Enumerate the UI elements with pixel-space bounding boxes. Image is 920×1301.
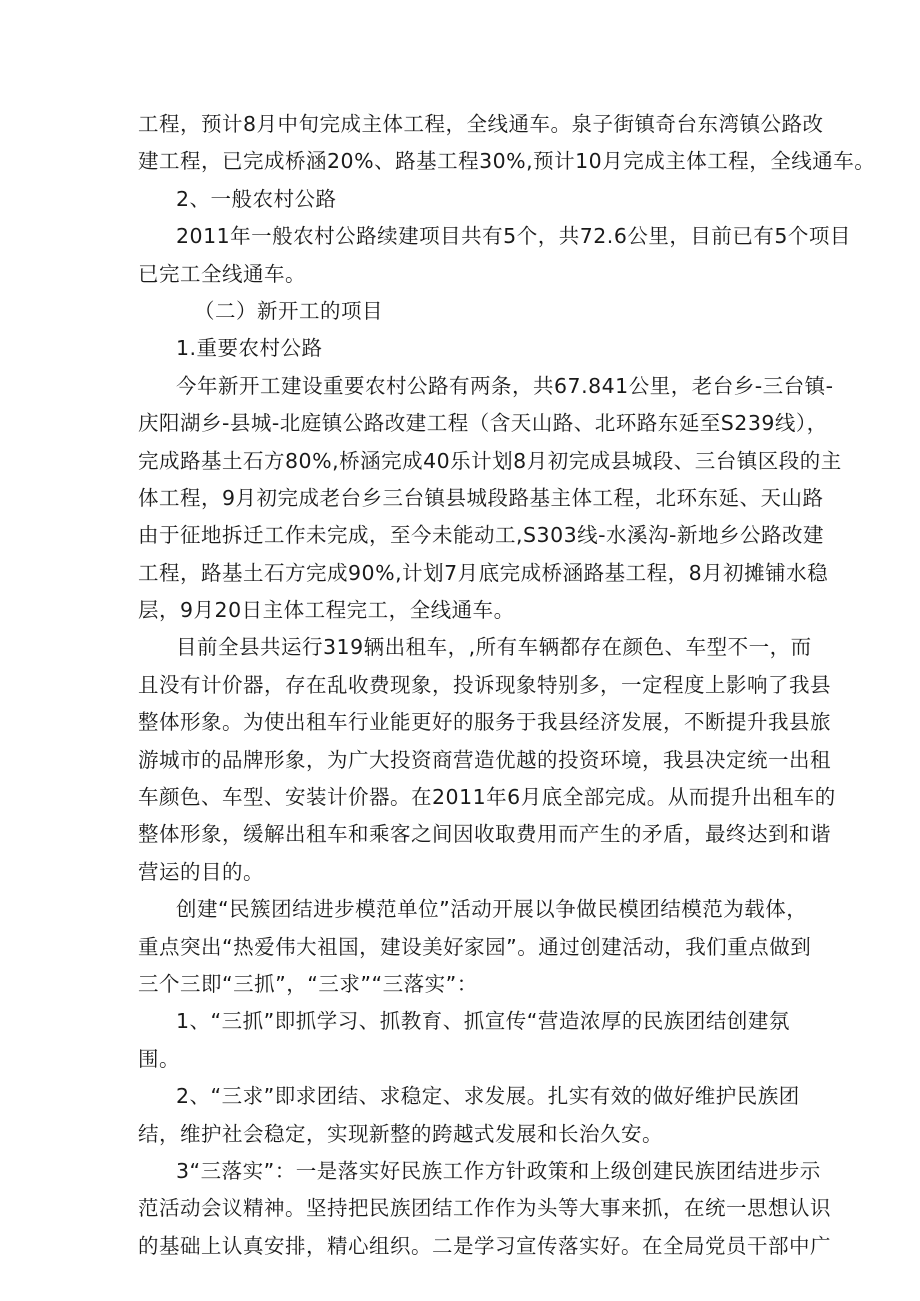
text-line: 建工程，已完成桥涵20%、路基工程30%,预计10月完成主体工程，全线通车。 (138, 149, 876, 174)
text-line: 结，维护社会稳定，实现新整的跨越式发展和长治久安。 (138, 1121, 663, 1146)
text-line: 整体形象。为使出租车行业能更好的服务于我县经济发展，不断提升我县旅 (138, 710, 831, 735)
text-line: 重点突出“热爱伟大祖国，建设美好家园”。通过创建活动，我们重点做到 (138, 934, 812, 959)
text-line: 今年新开工建设重要农村公路有两条，共67.841公里，老台乡-三台镇- (176, 373, 834, 398)
document-body (138, 106, 876, 1265)
text-line: 工程，路基土石方完成90%,计划7月底完成桥涵路基工程，8月初摊铺水稳 (138, 560, 829, 585)
text-line: （二）新开工的项目 (194, 298, 383, 323)
text-line: 范活动会议精神。坚持把民族团结工作作为头等大事来抓，在统一思想认识 (138, 1196, 831, 1221)
text-line: 由于征地拆迁工作未完成，至今未能动工,S303线-水溪沟-新地乡公路改建 (138, 523, 824, 548)
text-line: 1、“三抓”即抓学习、抓教育、抓宣传“营造浓厚的民族团结创建氛 (176, 1009, 790, 1034)
text-line: 2011年一般农村公路续建项目共有5个，共72.6公里，目前已有5个项目 (176, 224, 851, 249)
text-line: 已完工全线通车。 (138, 261, 306, 286)
text-line: 三个三即“三抓”，“三求”“三落实”： (138, 971, 478, 996)
text-line: 2、“三求”即求团结、求稳定、求发展。扎实有效的做好维护民族团 (176, 1084, 800, 1109)
text-line: 体工程，9月初完成老台乡三台镇县城段路基主体工程，北环东延、天山路 (138, 485, 824, 510)
text-line: 1.重要农村公路 (176, 336, 323, 361)
text-line: 营运的目的。 (138, 859, 264, 884)
text-line: 整体形象，缓解出租车和乘客之间因收取费用而产生的矛盾，最终达到和谐 (138, 822, 831, 847)
text-line: 2、一般农村公路 (176, 186, 337, 211)
text-line: 的基础上认真安排，精心组织。二是学习宣传落实好。在全局党员干部中广 (138, 1233, 831, 1258)
text-line: 工程，预计8月中旬完成主体工程，全线通车。泉子街镇奇台东湾镇公路改 (138, 112, 824, 136)
text-line: 目前全县共运行319辆出租车，,所有车辆都存在颜色、车型不一，而 (176, 635, 812, 660)
text-line: 层，9月20日主体工程完工，全线通车。 (138, 598, 515, 623)
text-line: 3“三落实”：一是落实好民族工作方针政策和上级创建民族团结进步示 (176, 1158, 821, 1183)
text-line: 创建“民簇团结进步模范单位”活动开展以争做民模团结模范为载体， (176, 897, 808, 922)
text-line: 围。 (138, 1046, 180, 1071)
text-line: 庆阳湖乡-县城-北庭镇公路改建工程（含天山路、北环路东延至S239线）， (138, 411, 828, 436)
text-line: 完成路基土石方80%,桥涵完成40乐计划8月初完成县城段、三台镇区段的主 (138, 448, 842, 473)
text-line: 且没有计价器，存在乱收费现象，投诉现象特别多，一定程度上影响了我县 (138, 672, 831, 697)
text-line: 车颜色、车型、安装计价器。在2011年6月底全部完成。从而提升出租车的 (138, 785, 836, 810)
text-line: 游城市的品牌形象，为广大投资商营造优越的投资环境，我县决定统一出租 (138, 747, 831, 772)
